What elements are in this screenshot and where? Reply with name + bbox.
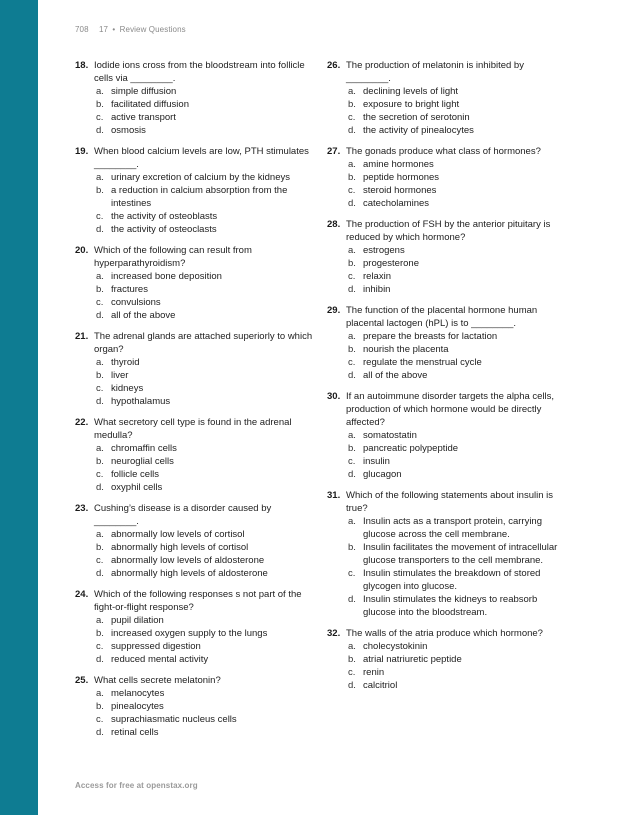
option-text: glucagon xyxy=(363,469,402,480)
option-letter: b. xyxy=(348,258,356,269)
question-stem: Which of the following responses s not part of the fight-or-flight response? xyxy=(94,589,302,613)
answer-option xyxy=(94,700,315,713)
option-text: Insulin facilitates the movement of intracellular glucose transporters to the cell membrane. xyxy=(363,542,558,566)
answer-option xyxy=(94,369,315,382)
answer-option xyxy=(346,515,567,541)
answer-option xyxy=(94,541,315,554)
option-letter: a. xyxy=(96,357,104,368)
answer-option xyxy=(94,554,315,567)
answer-option xyxy=(94,528,315,541)
option-text: chromaffin cells xyxy=(111,443,177,454)
option-text: somatostatin xyxy=(363,430,417,441)
question-number: 30. xyxy=(327,391,341,402)
option-text: osmosis xyxy=(111,125,146,136)
option-text: the activity of osteoclasts xyxy=(111,224,217,235)
option-text: increased oxygen supply to the lungs xyxy=(111,628,268,639)
option-text: pinealocytes xyxy=(111,701,164,712)
page-footer: Access for free at openstax.org xyxy=(75,781,198,790)
option-letter: a. xyxy=(348,331,356,342)
question-number: 24. xyxy=(75,589,89,600)
option-letter: d. xyxy=(348,469,356,480)
option-letter: b. xyxy=(348,542,356,553)
question-number: 31. xyxy=(327,490,341,501)
option-letter: b. xyxy=(96,701,104,712)
option-letter: c. xyxy=(96,714,104,725)
answer-options xyxy=(346,429,567,481)
answer-options xyxy=(346,158,567,210)
option-text: the secretion of serotonin xyxy=(363,112,470,123)
option-text: Insulin stimulates the kidneys to reabsorb glucose into the bloodstream. xyxy=(363,594,538,618)
page-header xyxy=(75,25,186,34)
answer-options xyxy=(94,442,315,494)
answer-option xyxy=(346,369,567,382)
answer-option xyxy=(346,567,567,593)
question xyxy=(75,145,315,236)
answer-options xyxy=(94,356,315,408)
answer-option xyxy=(94,726,315,739)
answer-option xyxy=(346,270,567,283)
option-letter: d. xyxy=(96,224,104,235)
option-text: all of the above xyxy=(111,310,176,321)
option-letter: b. xyxy=(96,456,104,467)
option-text: amine hormones xyxy=(363,159,434,170)
option-letter: c. xyxy=(348,271,356,282)
answer-option xyxy=(94,687,315,700)
question-number: 26. xyxy=(327,60,341,71)
option-letter: d. xyxy=(96,654,104,665)
answer-option xyxy=(346,85,567,98)
answer-option xyxy=(346,171,567,184)
option-text: fractures xyxy=(111,284,148,295)
option-letter: a. xyxy=(96,172,104,183)
option-text: progesterone xyxy=(363,258,419,269)
answer-option xyxy=(94,223,315,236)
answer-option xyxy=(346,330,567,343)
option-text: catecholamines xyxy=(363,198,430,209)
answer-option xyxy=(94,713,315,726)
option-text: facilitated diffusion xyxy=(111,99,189,110)
option-letter: d. xyxy=(348,198,356,209)
answer-option xyxy=(346,111,567,124)
answer-option xyxy=(94,395,315,408)
option-letter: d. xyxy=(96,396,104,407)
question-number: 22. xyxy=(75,417,89,428)
option-letter: d. xyxy=(348,125,356,136)
option-text: melanocytes xyxy=(111,688,165,699)
bullet-separator: • xyxy=(112,25,116,34)
option-text: active transport xyxy=(111,112,176,123)
option-text: atrial natriuretic peptide xyxy=(363,654,462,665)
answer-option xyxy=(346,257,567,270)
option-text: reduced mental activity xyxy=(111,654,209,665)
option-text: insulin xyxy=(363,456,390,467)
answer-option xyxy=(94,567,315,580)
option-letter: a. xyxy=(348,516,356,527)
option-letter: a. xyxy=(348,430,356,441)
answer-option xyxy=(346,429,567,442)
option-letter: d. xyxy=(348,594,356,605)
question-number: 28. xyxy=(327,219,341,230)
answer-option xyxy=(94,124,315,137)
option-text: suppressed digestion xyxy=(111,641,201,652)
answer-options xyxy=(94,614,315,666)
option-text: cholecystokinin xyxy=(363,641,428,652)
option-text: neuroglial cells xyxy=(111,456,174,467)
answer-option xyxy=(94,296,315,309)
option-letter: b. xyxy=(96,370,104,381)
answer-option xyxy=(94,442,315,455)
question xyxy=(327,145,567,210)
answer-options xyxy=(346,515,567,619)
question-stem: Cushing’s disease is a disorder caused by ________. xyxy=(94,503,272,527)
question xyxy=(75,588,315,666)
option-text: the activity of osteoblasts xyxy=(111,211,218,222)
answer-option xyxy=(346,343,567,356)
answer-option xyxy=(346,283,567,296)
answer-option xyxy=(346,679,567,692)
answer-option xyxy=(94,85,315,98)
option-letter: d. xyxy=(348,284,356,295)
option-letter: d. xyxy=(96,125,104,136)
answer-option xyxy=(94,653,315,666)
option-letter: a. xyxy=(96,529,104,540)
option-letter: a. xyxy=(96,615,104,626)
option-text: peptide hormones xyxy=(363,172,440,183)
option-letter: c. xyxy=(348,568,356,579)
answer-option xyxy=(94,627,315,640)
option-text: urinary excretion of calcium by the kidneys xyxy=(111,172,290,183)
question xyxy=(327,489,567,619)
answer-option xyxy=(94,481,315,494)
option-text: kidneys xyxy=(111,383,144,394)
option-text: nourish the placenta xyxy=(363,344,449,355)
option-letter: c. xyxy=(348,667,356,678)
answer-option xyxy=(346,455,567,468)
option-letter: c. xyxy=(348,456,356,467)
option-text: regulate the menstrual cycle xyxy=(363,357,482,368)
question-stem: What secretory cell type is found in the adrenal medulla? xyxy=(94,417,292,441)
option-letter: d. xyxy=(96,482,104,493)
question xyxy=(75,244,315,322)
question-stem: The adrenal glands are attached superiorly to which organ? xyxy=(94,331,313,355)
question xyxy=(327,59,567,137)
option-text: steroid hormones xyxy=(363,185,437,196)
option-text: calcitriol xyxy=(363,680,398,691)
option-letter: a. xyxy=(348,86,356,97)
option-text: a reduction in calcium absorption from the intestines xyxy=(111,185,288,209)
option-text: exposure to bright light xyxy=(363,99,460,110)
answer-options xyxy=(94,687,315,739)
answer-options xyxy=(94,85,315,137)
chapter-number: 17 xyxy=(98,25,109,34)
question-number: 19. xyxy=(75,146,89,157)
question-stem: Which of the following can result from hyperparathyroidism? xyxy=(94,245,252,269)
option-text: pancreatic polypeptide xyxy=(363,443,459,454)
answer-option xyxy=(346,666,567,679)
answer-option xyxy=(346,158,567,171)
answer-option xyxy=(346,442,567,455)
option-text: thyroid xyxy=(111,357,140,368)
option-letter: d. xyxy=(96,727,104,738)
question xyxy=(327,304,567,382)
question-stem: The production of melatonin is inhibited by ________. xyxy=(346,60,524,84)
option-text: hypothalamus xyxy=(111,396,171,407)
question-number: 29. xyxy=(327,305,341,316)
option-letter: d. xyxy=(96,568,104,579)
answer-options xyxy=(346,244,567,296)
question-number: 23. xyxy=(75,503,89,514)
option-text: abnormally low levels of cortisol xyxy=(111,529,245,540)
question-stem: If an autoimmune disorder targets the alpha cells, production of which hormone would be directly affected? xyxy=(346,391,555,428)
option-text: liver xyxy=(111,370,129,381)
answer-option xyxy=(94,111,315,124)
answer-option xyxy=(94,210,315,223)
question-number: 18. xyxy=(75,60,89,71)
answer-option xyxy=(346,640,567,653)
option-letter: c. xyxy=(96,641,104,652)
question xyxy=(75,330,315,408)
option-letter: c. xyxy=(96,211,104,222)
question-number: 20. xyxy=(75,245,89,256)
answer-options xyxy=(94,171,315,236)
option-letter: a. xyxy=(96,688,104,699)
answer-option xyxy=(346,197,567,210)
option-text: Insulin stimulates the breakdown of stored glycogen into glucose. xyxy=(363,568,541,592)
option-letter: b. xyxy=(96,99,104,110)
option-letter: d. xyxy=(96,310,104,321)
question xyxy=(75,59,315,137)
option-text: all of the above xyxy=(363,370,428,381)
option-letter: a. xyxy=(348,159,356,170)
option-letter: a. xyxy=(348,641,356,652)
option-letter: b. xyxy=(348,172,356,183)
question-number: 27. xyxy=(327,146,341,157)
option-text: retinal cells xyxy=(111,727,159,738)
option-text: follicle cells xyxy=(111,469,160,480)
question xyxy=(75,416,315,494)
question-number: 25. xyxy=(75,675,89,686)
answer-option xyxy=(94,309,315,322)
question-stem: When blood calcium levels are low, PTH stimulates ________. xyxy=(94,146,309,170)
answer-option xyxy=(94,171,315,184)
answer-option xyxy=(94,455,315,468)
option-text: declining levels of light xyxy=(363,86,459,97)
option-text: abnormally high levels of aldosterone xyxy=(111,568,268,579)
option-text: increased bone deposition xyxy=(111,271,222,282)
option-text: inhibin xyxy=(363,284,391,295)
answer-option xyxy=(346,356,567,369)
option-letter: d. xyxy=(348,680,356,691)
answer-option xyxy=(346,184,567,197)
answer-option xyxy=(346,653,567,666)
option-text: the activity of pinealocytes xyxy=(363,125,474,136)
answer-options xyxy=(346,85,567,137)
option-letter: c. xyxy=(96,469,104,480)
option-letter: a. xyxy=(348,245,356,256)
option-letter: b. xyxy=(348,654,356,665)
answer-option xyxy=(94,640,315,653)
answer-option xyxy=(94,614,315,627)
question-number: 21. xyxy=(75,331,89,342)
option-letter: c. xyxy=(96,297,104,308)
answer-option xyxy=(346,98,567,111)
answer-option xyxy=(94,98,315,111)
answer-option xyxy=(94,382,315,395)
option-letter: d. xyxy=(348,370,356,381)
answer-options xyxy=(94,270,315,322)
side-color-bar xyxy=(0,0,38,815)
option-letter: b. xyxy=(96,542,104,553)
answer-options xyxy=(94,528,315,580)
answer-option xyxy=(346,468,567,481)
answer-option xyxy=(94,468,315,481)
option-letter: c. xyxy=(96,555,104,566)
option-letter: b. xyxy=(348,344,356,355)
option-letter: c. xyxy=(348,185,356,196)
answer-option xyxy=(94,356,315,369)
option-text: pupil dilation xyxy=(111,615,164,626)
option-text: renin xyxy=(363,667,385,678)
left-question-column xyxy=(75,59,315,747)
question xyxy=(75,674,315,739)
option-letter: b. xyxy=(348,99,356,110)
option-letter: b. xyxy=(348,443,356,454)
option-text: convulsions xyxy=(111,297,161,308)
answer-option xyxy=(94,283,315,296)
option-letter: c. xyxy=(348,357,356,368)
question xyxy=(327,218,567,296)
option-text: Insulin acts as a transport protein, carrying glucose across the cell membrane. xyxy=(363,516,543,540)
option-letter: b. xyxy=(96,284,104,295)
question xyxy=(75,502,315,580)
option-text: abnormally high levels of cortisol xyxy=(111,542,249,553)
option-letter: c. xyxy=(96,383,104,394)
answer-options xyxy=(346,640,567,692)
answer-option xyxy=(94,184,315,210)
option-letter: a. xyxy=(96,443,104,454)
answer-options xyxy=(346,330,567,382)
page-number: 708 xyxy=(75,25,89,34)
question-stem: The gonads produce what class of hormones? xyxy=(346,146,541,157)
answer-option xyxy=(346,124,567,137)
question xyxy=(327,390,567,481)
question-stem: Which of the following statements about insulin is true? xyxy=(346,490,553,514)
option-letter: a. xyxy=(96,271,104,282)
question xyxy=(327,627,567,692)
option-letter: b. xyxy=(96,185,104,196)
question-stem: The production of FSH by the anterior pituitary is reduced by which hormone? xyxy=(346,219,551,243)
option-text: relaxin xyxy=(363,271,391,282)
option-text: prepare the breasts for lactation xyxy=(363,331,498,342)
option-letter: a. xyxy=(96,86,104,97)
option-text: estrogens xyxy=(363,245,405,256)
answer-option xyxy=(346,593,567,619)
section-title: Review Questions xyxy=(119,25,186,34)
question-number: 32. xyxy=(327,628,341,639)
option-letter: b. xyxy=(96,628,104,639)
answer-option xyxy=(346,244,567,257)
answer-option xyxy=(346,541,567,567)
option-text: abnormally low levels of aldosterone xyxy=(111,555,265,566)
option-text: suprachiasmatic nucleus cells xyxy=(111,714,237,725)
option-text: simple diffusion xyxy=(111,86,177,97)
answer-option xyxy=(94,270,315,283)
question-stem: What cells secrete melatonin? xyxy=(94,675,221,686)
option-text: oxyphil cells xyxy=(111,482,163,493)
question-stem: Iodide ions cross from the bloodstream into follicle cells via ________. xyxy=(94,60,305,84)
option-letter: c. xyxy=(96,112,104,123)
option-letter: c. xyxy=(348,112,356,123)
right-question-column xyxy=(327,59,567,700)
question-stem: The walls of the atria produce which hormone? xyxy=(346,628,543,639)
question-stem: The function of the placental hormone human placental lactogen (hPL) is to ________. xyxy=(346,305,538,329)
